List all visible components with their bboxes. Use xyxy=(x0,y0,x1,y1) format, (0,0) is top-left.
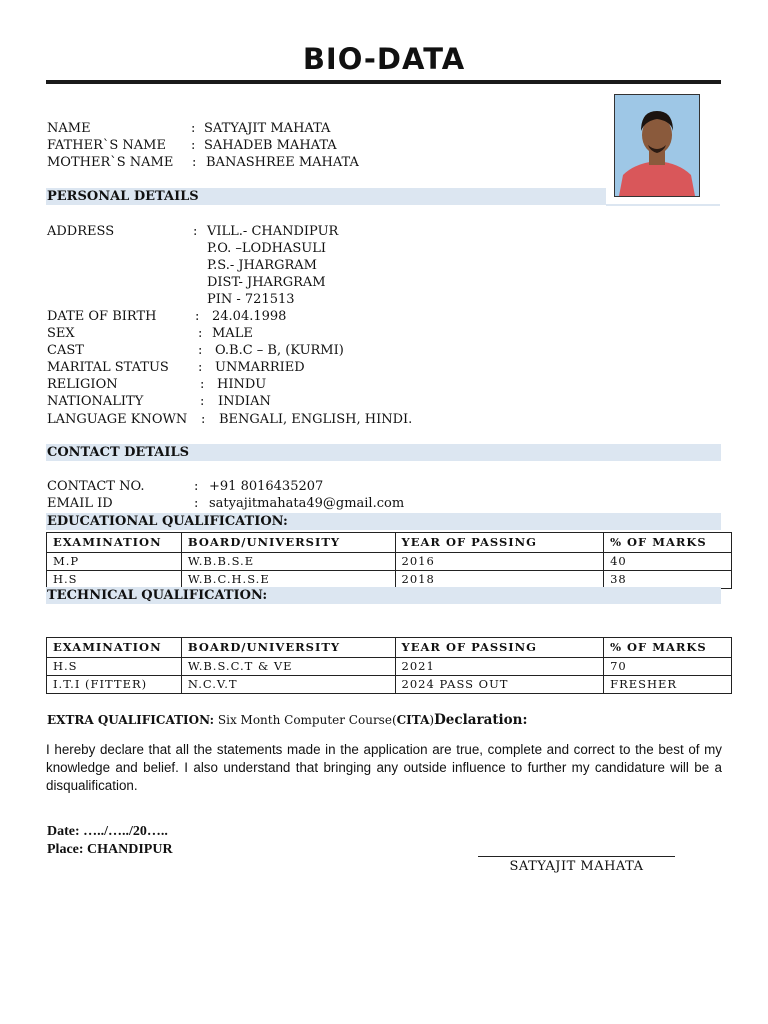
table-cell: 2024 PASS OUT xyxy=(395,676,604,694)
address-line-3: P.S.- JHARGRAM xyxy=(207,258,317,273)
father-name-value: SAHADEB MAHATA xyxy=(204,138,337,153)
declaration-text: I hereby declare that all the statements made in the application are true, complete and correct to the best of my knowledge and belief. I also understand that bringing any outside influence to further my candidature will be a disqualification. xyxy=(46,742,722,793)
sex-separator: : xyxy=(198,326,203,341)
table-header-row xyxy=(47,533,732,553)
person-photo-icon xyxy=(615,95,699,196)
header-year: YEAR OF PASSING xyxy=(395,533,604,553)
cast-value: O.B.C – B, (KURMI) xyxy=(215,343,344,358)
header-marks: % OF MARKS xyxy=(604,638,732,658)
mother-name-label: MOTHER`S NAME xyxy=(47,155,174,170)
mother-name-separator: : xyxy=(192,155,197,170)
header-marks: % OF MARKS xyxy=(604,533,732,553)
marital-status-value: UNMARRIED xyxy=(215,360,305,375)
date-line: Date: …../…../20….. xyxy=(47,824,168,839)
language-separator: : xyxy=(201,412,206,427)
educational-table xyxy=(46,532,732,589)
email-separator: : xyxy=(194,496,199,511)
educational-qualification-title: EDUCATIONAL QUALIFICATION: xyxy=(47,514,288,529)
dob-value: 24.04.1998 xyxy=(212,309,287,324)
extra-qualification-heading: EXTRA QUALIFICATION: xyxy=(47,713,215,727)
contact-no-value: +91 8016435207 xyxy=(209,479,324,494)
table-row xyxy=(47,658,732,676)
dob-separator: : xyxy=(195,309,200,324)
address-line-4: DIST- JHARGRAM xyxy=(207,275,326,290)
declaration-heading: Declaration: xyxy=(434,712,528,728)
contact-no-separator: : xyxy=(194,479,199,494)
father-name-separator: : xyxy=(191,138,196,153)
mother-name-value: BANASHREE MAHATA xyxy=(206,155,359,170)
table-cell: 40 xyxy=(604,553,732,571)
father-name-label: FATHER`S NAME xyxy=(47,138,166,153)
educational-qualification-header xyxy=(46,513,721,530)
religion-value: HINDU xyxy=(217,377,267,392)
address-line-2: P.O. –LODHASULI xyxy=(207,241,326,256)
extra-qualification-line xyxy=(47,711,527,729)
extra-qualification-text: Six Month Computer Course( xyxy=(217,713,397,727)
table-cell: W.B.S.C.T & VE xyxy=(181,658,395,676)
cast-label: CAST xyxy=(47,343,84,358)
dob-label: DATE OF BIRTH xyxy=(47,309,157,324)
table-cell: H.S xyxy=(47,571,182,589)
technical-table xyxy=(46,637,732,694)
table-header-row xyxy=(47,638,732,658)
table-cell: 70 xyxy=(604,658,732,676)
email-value: satyajitmahata49@gmail.com xyxy=(209,496,405,511)
table-cell: 38 xyxy=(604,571,732,589)
technical-qualification-title: TECHNICAL QUALIFICATION: xyxy=(47,588,268,603)
profile-photo xyxy=(614,94,700,197)
nationality-value: INDIAN xyxy=(218,394,271,409)
nationality-separator: : xyxy=(200,394,205,409)
extra-qualification-cita: CITA xyxy=(396,713,430,727)
marital-status-label: MARITAL STATUS xyxy=(47,360,169,375)
sex-value: MALE xyxy=(212,326,253,341)
page-title: BIO-DATA xyxy=(302,42,466,76)
table-cell: FRESHER xyxy=(604,676,732,694)
signature-line xyxy=(478,856,675,857)
table-cell: W.B.B.S.E xyxy=(181,553,395,571)
address-line-5: PIN - 721513 xyxy=(207,292,295,307)
cast-separator: : xyxy=(198,343,203,358)
address-line-1: VILL.- CHANDIPUR xyxy=(207,224,339,239)
title-divider xyxy=(46,80,721,84)
extra-qualification-close: ) xyxy=(429,713,435,727)
nationality-label: NATIONALITY xyxy=(47,394,144,409)
name-value: SATYAJIT MAHATA xyxy=(204,121,331,136)
table-cell: N.C.V.T xyxy=(181,676,395,694)
table-cell: 2021 xyxy=(395,658,604,676)
table-cell: H.S xyxy=(47,658,182,676)
sex-label: SEX xyxy=(47,326,75,341)
header-examination: EXAMINATION xyxy=(47,638,182,658)
contact-details-header xyxy=(46,444,721,461)
language-value: BENGALI, ENGLISH, HINDI. xyxy=(219,412,413,427)
address-separator: : xyxy=(193,224,198,239)
table-cell: 2016 xyxy=(395,553,604,571)
place-line: Place: CHANDIPUR xyxy=(47,842,173,857)
email-label: EMAIL ID xyxy=(47,496,113,511)
religion-separator: : xyxy=(200,377,205,392)
table-cell: W.B.C.H.S.E xyxy=(181,571,395,589)
contact-no-label: CONTACT NO. xyxy=(47,479,145,494)
header-examination: EXAMINATION xyxy=(47,533,182,553)
header-board: BOARD/UNIVERSITY xyxy=(181,638,395,658)
personal-details-title: PERSONAL DETAILS xyxy=(47,189,199,204)
table-cell: 2018 xyxy=(395,571,604,589)
marital-status-separator: : xyxy=(198,360,203,375)
language-label: LANGUAGE KNOWN xyxy=(47,412,188,427)
table-row xyxy=(47,553,732,571)
header-year: YEAR OF PASSING xyxy=(395,638,604,658)
header-board: BOARD/UNIVERSITY xyxy=(181,533,395,553)
name-label: NAME xyxy=(47,121,91,136)
table-cell: I.T.I (FITTER) xyxy=(47,676,182,694)
table-row xyxy=(47,676,732,694)
table-cell: M.P xyxy=(47,553,182,571)
table-row xyxy=(47,571,732,589)
name-separator: : xyxy=(191,121,196,136)
address-label: ADDRESS xyxy=(47,224,115,239)
technical-qualification-header xyxy=(46,587,721,604)
signature-name: SATYAJIT MAHATA xyxy=(509,859,644,874)
personal-details-header xyxy=(46,188,606,205)
contact-details-title: CONTACT DETAILS xyxy=(47,445,189,460)
religion-label: RELIGION xyxy=(47,377,118,392)
